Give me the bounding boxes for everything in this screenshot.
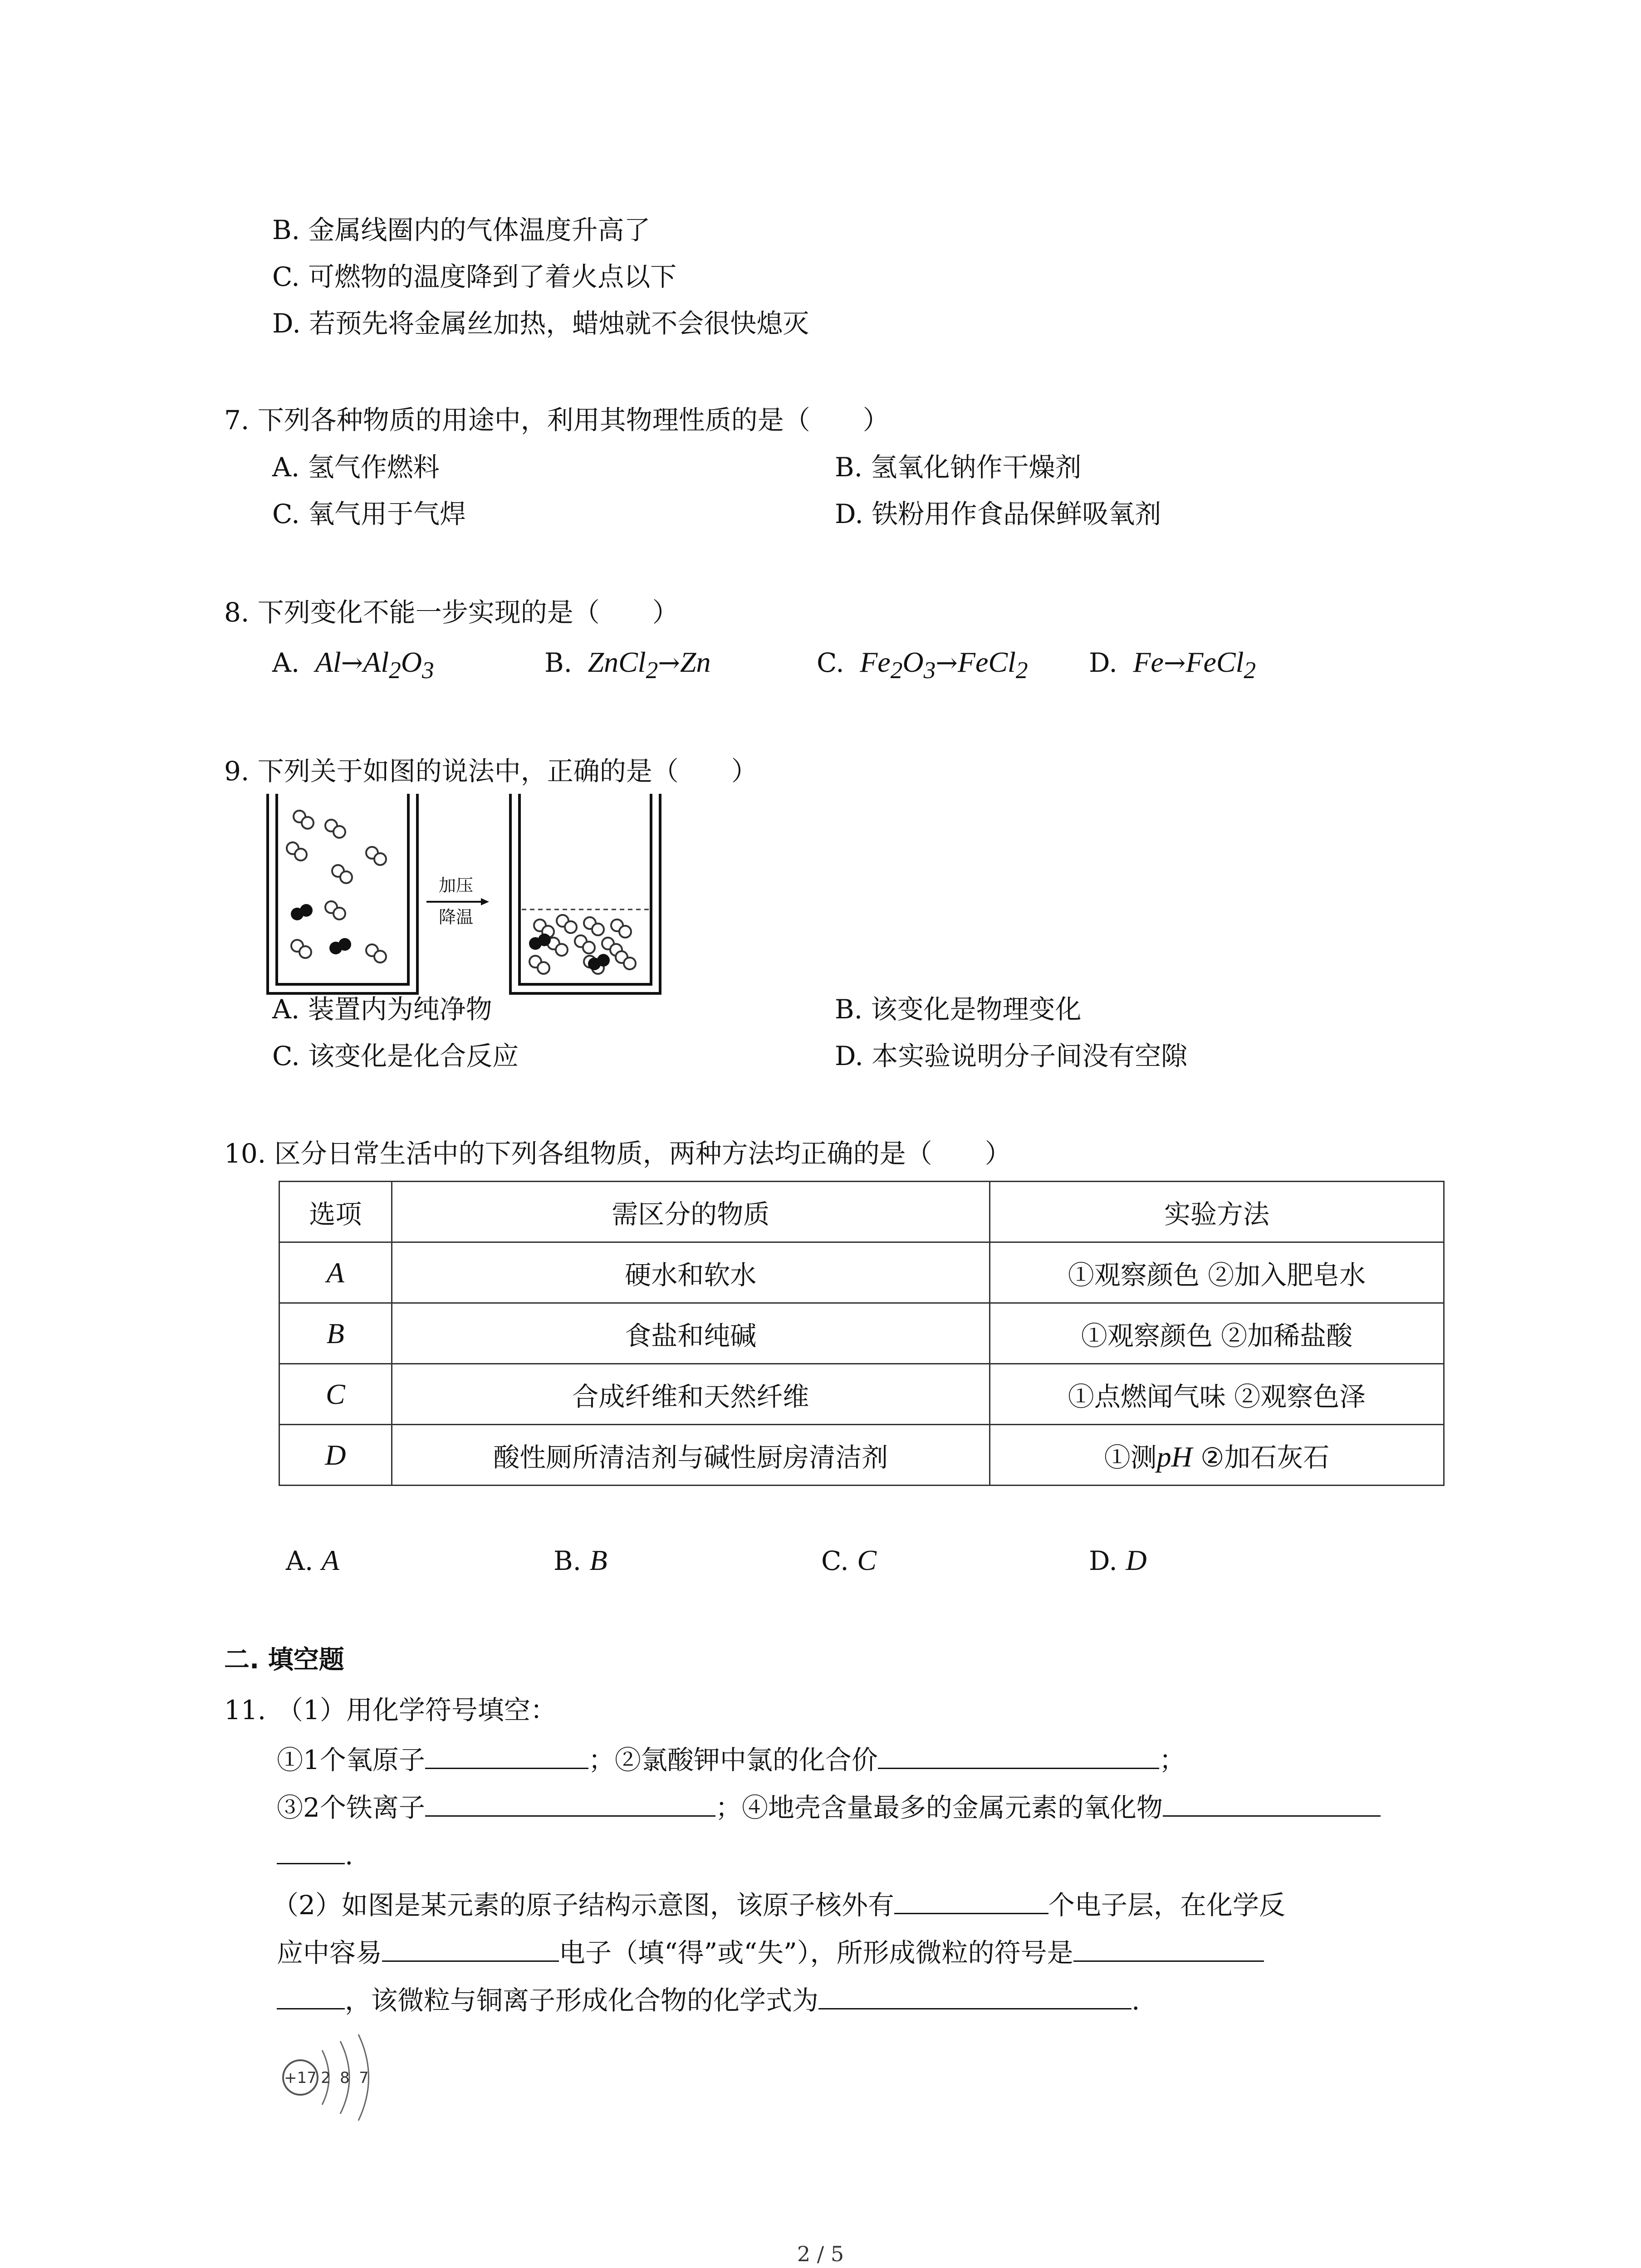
q11-part1-title: （1）用化学符号填空： (277, 1695, 557, 1725)
q6-option-c: C. 可燃物的温度降到了着火点以下 (272, 261, 677, 292)
q10-answer-c (821, 1542, 877, 1579)
method-ph: pH (1156, 1440, 1192, 1473)
q11-p1b-end: ； (1159, 1745, 1185, 1775)
q6-option-d: D. 若预先将金属丝加热，蜡烛就不会很快熄灭 (272, 308, 809, 339)
table-header-substances: 需区分的物质 (392, 1182, 989, 1242)
table-cell-option: D (279, 1425, 392, 1486)
table-header-option: 选项 (279, 1182, 392, 1242)
table-row (279, 1364, 1444, 1425)
q8-option-c: C. $Fe_2O_3\to FeCl_2$ (817, 646, 1028, 684)
atom-structure-diagram (277, 2032, 386, 2123)
q11-part2-b: 个电子层，在化学反 (1048, 1890, 1285, 1921)
q8-arrow-d: → (1163, 647, 1186, 678)
blank-particle-symbol[interactable] (1073, 1932, 1264, 1962)
q9-option-c: C. 该变化是化合反应 (272, 1041, 519, 1071)
q7-option-c: C. 氧气用于气焊 (272, 499, 466, 529)
table-cell-substances: 硬水和软水 (392, 1242, 989, 1303)
shell-2-count: 8 (340, 2069, 350, 2087)
q7-stem: 7. 下列各种物质的用途中，利用其物理性质的是（ ） (224, 405, 889, 435)
table-row (279, 1303, 1444, 1364)
section-title: 二. 填空题 (224, 1645, 344, 1675)
q11-p1-row1 (277, 1740, 1185, 1778)
page-number: 2 / 5 (797, 2242, 844, 2266)
q11-p1c: ③2个铁离子 (277, 1792, 425, 1823)
blank-compound-formula[interactable] (818, 1980, 1132, 2009)
q11-p1d: ；④地壳含量最多的金属元素的氧化物 (715, 1792, 1163, 1823)
blank-metal-oxide-cont[interactable] (277, 1835, 345, 1864)
q10-answer-d-letter: D (1126, 1544, 1147, 1576)
blank-oxygen-atom[interactable] (425, 1740, 588, 1769)
q10-answer-b (554, 1542, 607, 1579)
blank-iron-ions[interactable] (425, 1787, 715, 1817)
q11-p2-row2 (277, 1932, 1264, 1971)
q7-option-b: B. 氢氧化钠作干燥剂 (835, 452, 1082, 483)
q10-answer-d (1089, 1542, 1147, 1579)
q11-p2-row3 (277, 1980, 1140, 2019)
q7-option-d: D. 铁粉用作食品保鲜吸氧剂 (835, 499, 1161, 529)
shell-1-count: 2 (321, 2069, 331, 2087)
q10-answer-b-label: B. (554, 1545, 582, 1576)
shell-3-count: 7 (359, 2069, 369, 2087)
q10-answer-d-label: D. (1089, 1545, 1117, 1576)
table-row (279, 1425, 1444, 1486)
q10-answer-a (286, 1542, 339, 1579)
table-cell-method (989, 1425, 1444, 1486)
table-cell-option: B (279, 1303, 392, 1364)
q11-p1b: ；②氯酸钾中氯的化合价 (588, 1745, 878, 1775)
q9-container-diagram (263, 789, 671, 1002)
q11-p2-row1 (272, 1885, 1285, 1923)
q8-arrow-b: → (658, 647, 680, 678)
q11-part2-c: 应中容易 (277, 1937, 382, 1968)
table-cell-method: ①观察颜色 ②加稀盐酸 (989, 1303, 1444, 1364)
table-header-method: 实验方法 (989, 1182, 1444, 1242)
q8-option-d: D. Fe→FeCl$_2$ (1089, 646, 1256, 684)
q8-option-a-label: A. (272, 647, 300, 678)
q10-answer-c-label: C. (821, 1545, 849, 1576)
q8-option-b-label: B. (544, 647, 573, 678)
blank-gain-lose[interactable] (382, 1932, 559, 1962)
q11-number: 11. (224, 1695, 266, 1725)
table-cell-method: ①观察颜色 ②加入肥皂水 (989, 1242, 1444, 1303)
blank-chlorine-valence[interactable] (878, 1740, 1159, 1769)
q8-arrow-a: → (341, 647, 363, 678)
q11-p1-row2 (277, 1787, 1381, 1826)
table-cell-substances: 酸性厕所清洁剂与碱性厨房清洁剂 (392, 1425, 989, 1486)
q11-part2-period: . (1132, 1985, 1140, 2016)
q8-stem: 8. 下列变化不能一步实现的是（ ） (224, 597, 679, 628)
q8-arrow-c: → (936, 647, 958, 678)
method-prefix: ①测 (1104, 1442, 1157, 1473)
table-cell-substances: 合成纤维和天然纤维 (392, 1364, 989, 1425)
nucleus-label: +17 (284, 2069, 317, 2087)
q11-part2-a: （2）如图是某元素的原子结构示意图，该原子核外有 (272, 1890, 894, 1921)
q10-stem: 10. 区分日常生活中的下列各组物质，两种方法均正确的是（ ） (224, 1138, 1011, 1169)
table-cell-substances: 食盐和纯碱 (392, 1303, 989, 1364)
q8-option-d-label: D. (1089, 647, 1117, 678)
table-cell-method: ①点燃闻气味 ②观察色泽 (989, 1364, 1444, 1425)
q10-answer-a-label: A. (286, 1545, 314, 1576)
q7-option-a: A. 氢气作燃料 (272, 452, 440, 483)
q10-answer-b-letter: B (589, 1544, 607, 1576)
blank-metal-oxide[interactable] (1163, 1787, 1381, 1817)
q11-p1-period: . (345, 1840, 353, 1871)
q8-option-c-label: C. (817, 647, 844, 678)
method-suffix: ②加石灰石 (1192, 1442, 1330, 1473)
q10-table (279, 1181, 1445, 1486)
q11-p1-row3 (277, 1835, 353, 1873)
blank-particle-symbol-cont[interactable] (277, 1980, 345, 2009)
q9-arrow-label-top: 加压 (438, 875, 474, 895)
q10-answer-a-letter: A (321, 1544, 339, 1576)
q11-p1a: ①1个氧原子 (277, 1745, 425, 1775)
table-row (279, 1242, 1444, 1303)
table-cell-option: C (279, 1364, 392, 1425)
q8-option-a: A. $Al\to Al_2O_3$ (272, 646, 434, 684)
q9-arrow-label-bottom: 降温 (438, 907, 474, 927)
q11-part2-d: 电子（填“得”或“失”），所形成微粒的符号是 (559, 1937, 1073, 1968)
q9-option-d: D. 本实验说明分子间没有空隙 (835, 1041, 1188, 1071)
table-header-row (279, 1182, 1444, 1242)
q10-answer-c-letter: C (857, 1544, 877, 1576)
q11-part2-e: ，该微粒与铜离子形成化合物的化学式为 (345, 1985, 819, 2016)
blank-electron-layers[interactable] (894, 1885, 1048, 1914)
table-cell-option: A (279, 1242, 392, 1303)
q9-option-a: A. 装置内为纯净物 (272, 994, 492, 1025)
q9-stem: 9. 下列关于如图的说法中，正确的是（ ） (224, 756, 758, 787)
q6-option-b: B. 金属线圈内的气体温度升高了 (272, 215, 651, 245)
q8-option-b: B. ZnCl$_2$→Zn (544, 646, 711, 684)
q9-option-b: B. 该变化是物理变化 (835, 994, 1082, 1025)
